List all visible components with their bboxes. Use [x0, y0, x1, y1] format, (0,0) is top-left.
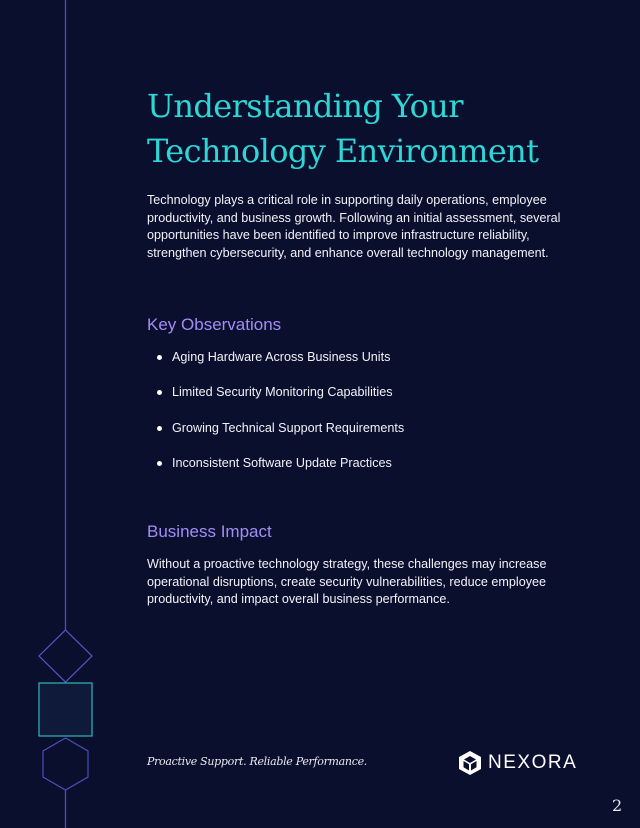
bullet-icon — [157, 426, 162, 431]
side-decoration — [0, 0, 120, 828]
hexagon-shape — [43, 738, 88, 790]
list-item — [157, 454, 404, 489]
page-number: 2 — [612, 796, 623, 815]
brand-logo — [457, 750, 577, 776]
list-item — [157, 383, 404, 418]
business-impact-heading: Business Impact — [147, 522, 272, 541]
observation-text: Inconsistent Software Update Practices — [172, 455, 392, 470]
hexagon-cube-icon — [457, 750, 483, 776]
bullet-icon — [157, 390, 162, 395]
observation-text: Limited Security Monitoring Capabilities — [172, 385, 393, 400]
footer-tagline: Proactive Support. Reliable Performance. — [147, 755, 367, 768]
key-observations-heading: Key Observations — [147, 315, 282, 334]
bullet-icon — [157, 355, 162, 360]
business-impact-paragraph: Without a proactive technology strategy, these challenges may increase operational disruptions, create security vulnerabilities, reduce employee productivity, and impact overall business performance. — [147, 557, 547, 607]
page-title: Understanding Your Technology Environment — [147, 87, 539, 170]
list-item — [157, 419, 404, 454]
observation-text: Growing Technical Support Requirements — [172, 420, 405, 435]
intro-paragraph: Technology plays a critical role in supporting daily operations, employee productivity, and business growth. Following an initial assessment, several opportunities have been identified to improve infrastructure reliability, strengthen cybersecurity, and enhance overall technology management. — [147, 193, 561, 260]
square-shape — [39, 683, 92, 736]
observation-text: Aging Hardware Across Business Units — [172, 350, 391, 364]
bullet-icon — [157, 461, 162, 466]
brand-name: NEXORA — [488, 752, 578, 773]
list-item — [157, 348, 404, 383]
observations-list — [157, 348, 404, 489]
diamond-shape — [39, 630, 92, 682]
